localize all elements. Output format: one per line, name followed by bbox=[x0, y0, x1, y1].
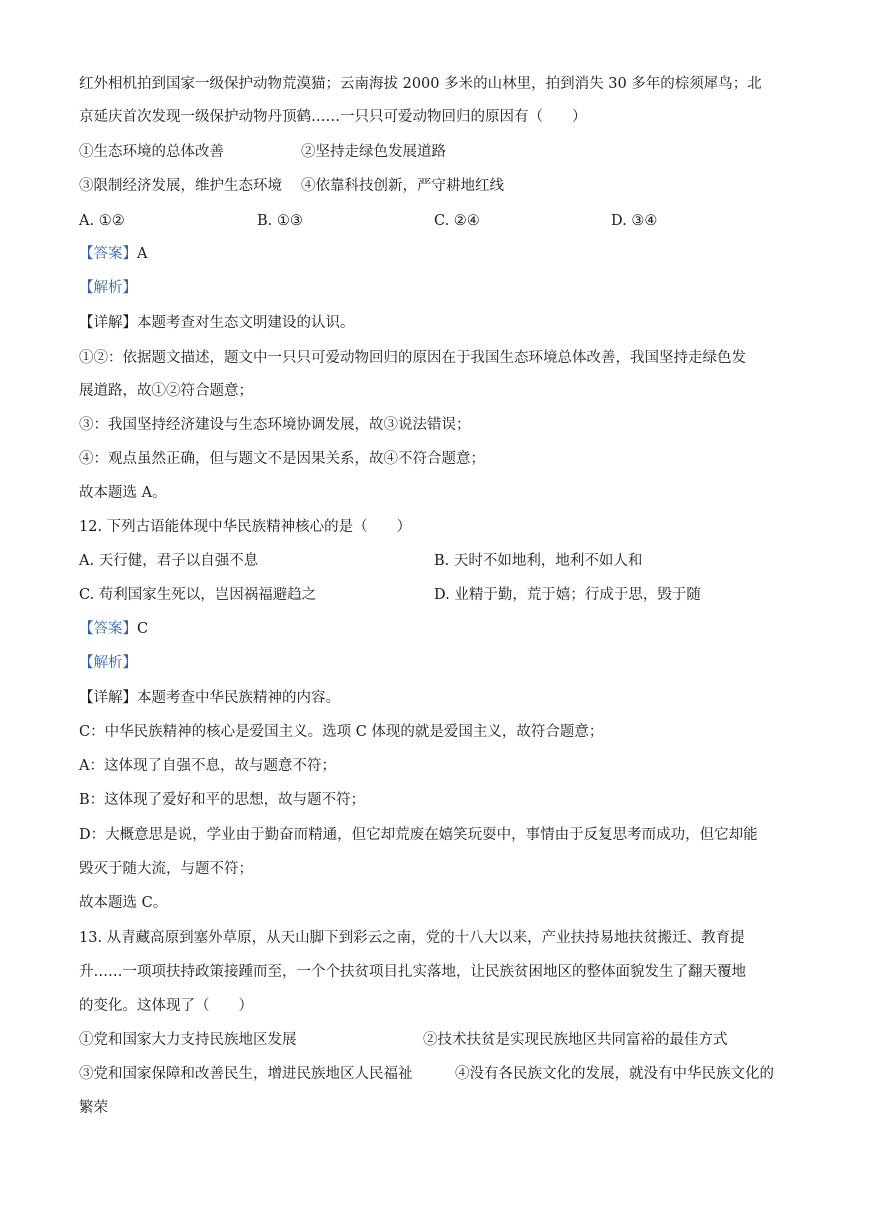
q12-detail-line-2: C：中华民族精神的核心是爱国主义。选项 C 体现的就是爱国主义，故符合题意； bbox=[79, 724, 604, 740]
q11-option-d: D. ③④ bbox=[611, 213, 658, 229]
q11-item-1: ①生态环境的总体改善 bbox=[79, 144, 224, 160]
analysis-label: 【解析】 bbox=[79, 280, 137, 296]
q12-detail-line-5: D：大概意思是说，学业由于勤奋而精通，但它却荒废在嬉笑玩耍中，事情由于反复思考而成功，但它却能 bbox=[79, 827, 758, 843]
q11-detail-line-3: 展道路，故①②符合题意； bbox=[79, 383, 253, 399]
q11-detail-line-4: ③：我国坚持经济建设与生态环境协调发展，故③说法错误； bbox=[79, 417, 471, 433]
q12-option-a: A. 天行健，君子以自强不息 bbox=[79, 553, 259, 569]
q11-option-a: A. ①② bbox=[79, 213, 125, 229]
q12-option-d: D. 业精于勤，荒于嬉；行成于思，毁于随 bbox=[434, 587, 701, 603]
detail-label: 【详解】 bbox=[79, 315, 137, 331]
q11-analysis bbox=[79, 278, 137, 298]
q11-answer bbox=[79, 244, 147, 264]
detail-label: 【详解】 bbox=[79, 690, 137, 706]
q11-detail-line-2: ①②：依据题文描述，题文中一只只可爱动物回归的原因在于我国生态环境总体改善，我国坚持走绿色发 bbox=[79, 350, 746, 366]
q12-analysis bbox=[79, 653, 137, 673]
q11-option-b: B. ①③ bbox=[257, 213, 303, 229]
q11-item-2: ②坚持走绿色发展道路 bbox=[301, 144, 446, 160]
q12-detail-line-7: 故本题选 C。 bbox=[79, 895, 168, 911]
q11-detail-line-1 bbox=[79, 313, 355, 333]
q12-option-b: B. 天时不如地利，地利不如人和 bbox=[434, 553, 643, 569]
q12-detail-line-6: 毁灭于随大流，与题不符； bbox=[79, 861, 253, 877]
answer-value: C bbox=[137, 621, 149, 637]
q12-option-c: C. 苟利国家生死以，岂因祸福避趋之 bbox=[79, 587, 317, 603]
q11-option-c: C. ②④ bbox=[434, 213, 480, 229]
q11-detail-line-5: ④：观点虽然正确，但与题文不是因果关系，故④不符合题意； bbox=[79, 451, 485, 467]
answer-label: 【答案】 bbox=[79, 246, 137, 262]
q11-detail-line-6: 故本题选 A。 bbox=[79, 485, 167, 501]
answer-label: 【答案】 bbox=[79, 621, 137, 637]
q13-stem-line-2: 升……一项项扶持政策接踵而至，一个个扶贫项目扎实落地，让民族贫困地区的整体面貌发生了翻天覆地 bbox=[79, 964, 746, 980]
q13-stem-line-3: 的变化。这体现了（ ） bbox=[79, 998, 253, 1014]
detail-text: 本题考查中华民族精神的内容。 bbox=[137, 690, 340, 706]
q12-stem: 12. 下列古语能体现中华民族精神核心的是（ ） bbox=[79, 519, 412, 535]
q12-detail-line-3: A：这体现了自强不息，故与题意不符； bbox=[79, 758, 336, 774]
q13-item-2: ②技术扶贫是实现民族地区共同富裕的最佳方式 bbox=[423, 1032, 728, 1048]
q13-item-3: ③党和国家保障和改善民生，增进民族地区人民福祉 bbox=[79, 1066, 413, 1082]
q13-item-4: ④没有各民族文化的发展，就没有中华民族文化的 bbox=[455, 1066, 774, 1082]
q11-item-4: ④依靠科技创新，严守耕地红线 bbox=[301, 178, 504, 194]
q12-detail-line-1 bbox=[79, 688, 340, 708]
q13-item-4-continued: 繁荣 bbox=[79, 1100, 108, 1116]
q11-item-3: ③限制经济发展，维护生态环境 bbox=[79, 178, 282, 194]
q11-stem-line-2: 京延庆首次发现一级保护动物丹顶鹤……一只只可爱动物回归的原因有（ ） bbox=[79, 109, 587, 125]
q12-answer bbox=[79, 619, 148, 639]
q13-stem-line-1: 13. 从青藏高原到塞外草原，从天山脚下到彩云之南，党的十八大以来，产业扶持易地扶贫搬迁、教育提 bbox=[79, 930, 745, 946]
q13-item-1: ①党和国家大力支持民族地区发展 bbox=[79, 1032, 297, 1048]
analysis-label: 【解析】 bbox=[79, 655, 137, 671]
answer-value: A bbox=[137, 246, 148, 262]
q11-stem-line-1: 红外相机拍到国家一级保护动物荒漠猫；云南海拔 2000 多米的山林里，拍到消失 30 多年的棕须犀鸟；北 bbox=[79, 76, 762, 92]
q12-detail-line-4: B：这体现了爱好和平的思想，故与题不符； bbox=[79, 792, 366, 808]
detail-text: 本题考查对生态文明建设的认识。 bbox=[137, 315, 355, 331]
